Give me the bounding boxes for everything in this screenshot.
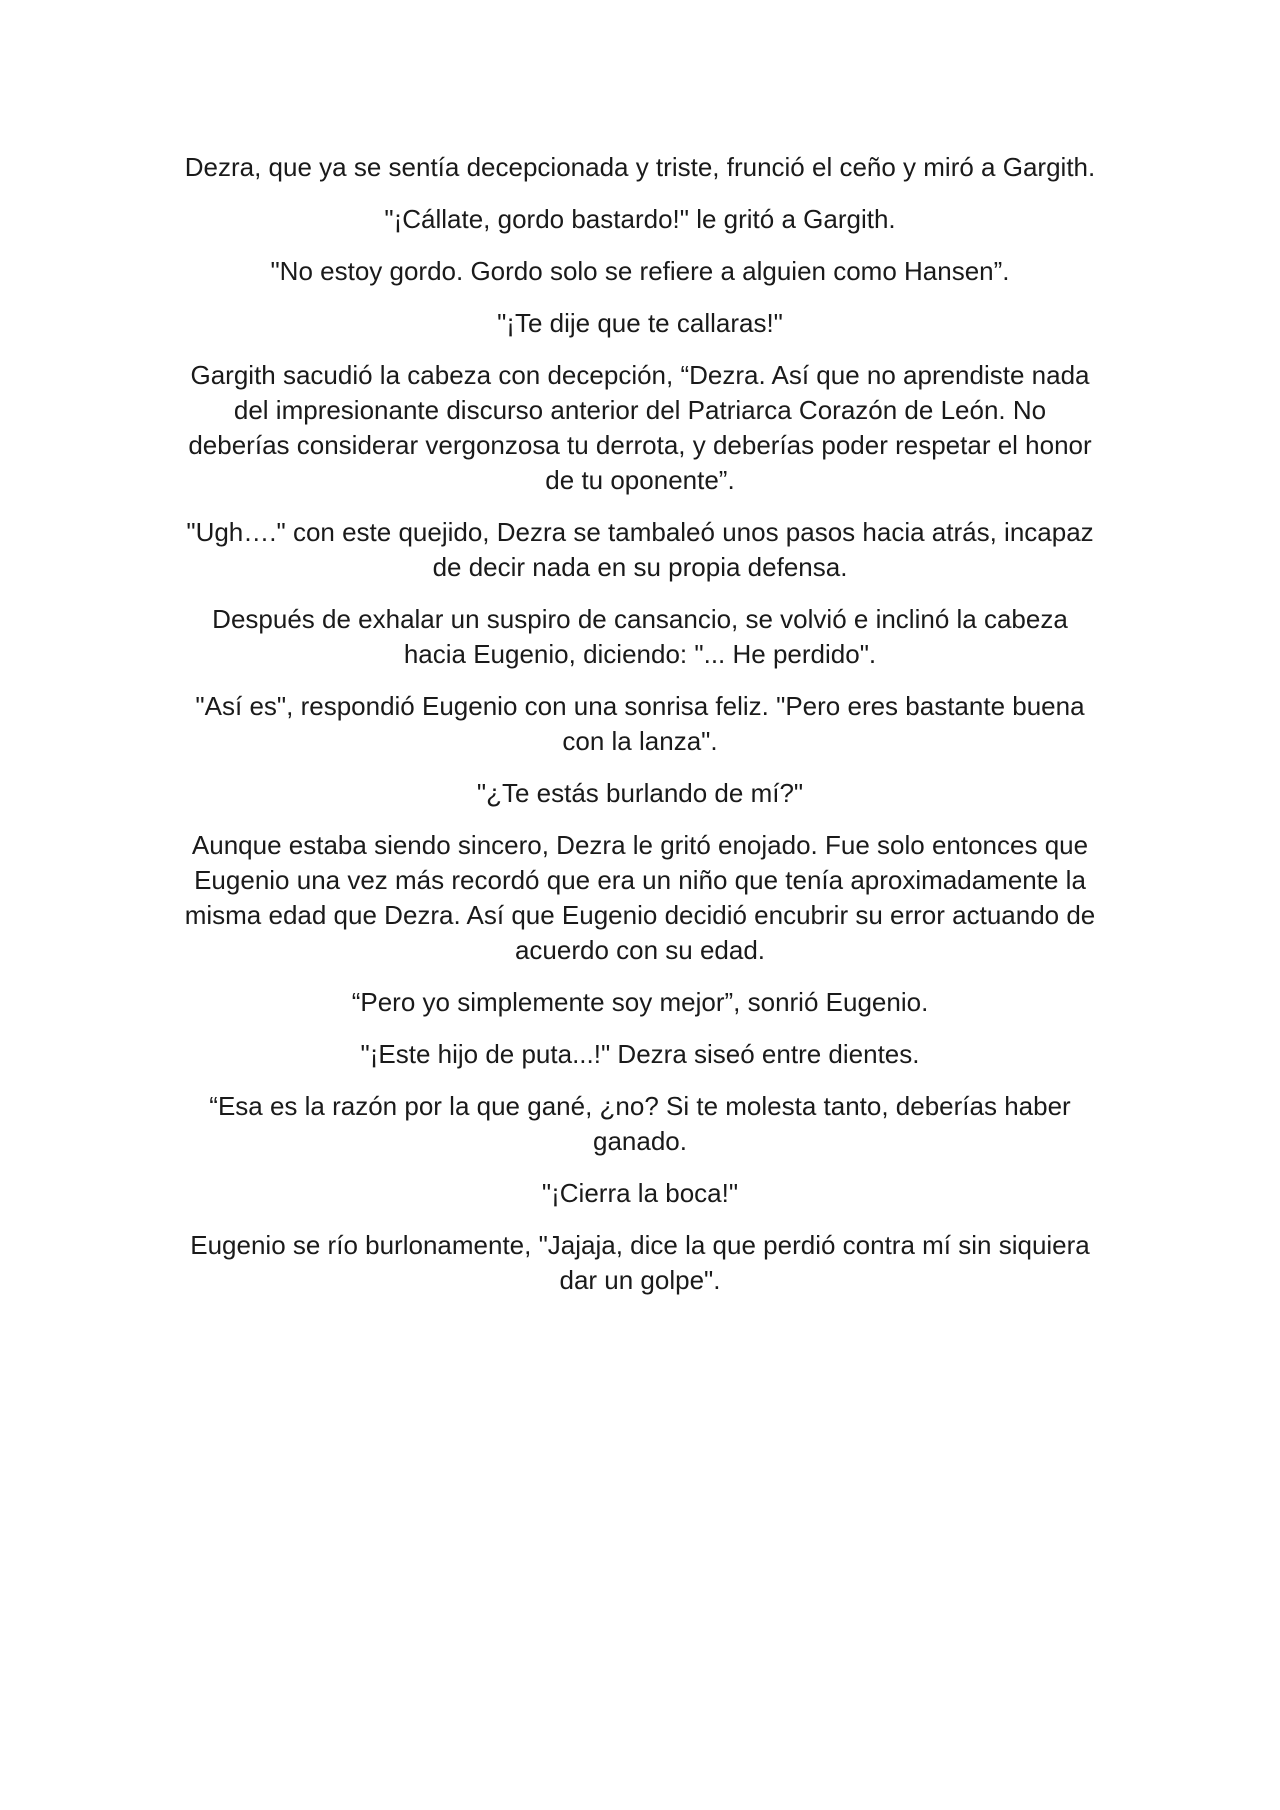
- paragraph: "¡Cállate, gordo bastardo!" le gritó a Gargith.: [384, 204, 896, 234]
- document-body: [180, 150, 1100, 1315]
- paragraph: “Pero yo simplemente soy mejor”, sonrió Eugenio.: [351, 987, 929, 1017]
- paragraph: "¡Te dije que te callaras!": [497, 308, 783, 338]
- paragraph: Dezra, que ya se sentía decepcionada y triste, frunció el ceño y miró a Gargith.: [184, 152, 1096, 182]
- paragraph: Aunque estaba siendo sincero, Dezra le gritó enojado. Fue solo entonces que Eugenio una vez más recordó que era un niño que tenía aproximadamente la misma edad que Dezra. Así que Eugenio decidió encubrir su error actuando de acuerdo con su edad.: [184, 830, 1096, 965]
- paragraph: Gargith sacudió la cabeza con decepción, “Dezra. Así que no aprendiste nada del impresionante discurso anterior del Patriarca Corazón de León. No deberías considerar vergonzosa tu derrota, y deberías poder respetar el honor de tu oponente”.: [188, 360, 1092, 495]
- paragraph: "¿Te estás burlando de mí?": [476, 778, 804, 808]
- paragraph: Después de exhalar un suspiro de cansancio, se volvió e inclinó la cabeza hacia Eugenio, diciendo: "... He perdido".: [212, 604, 1068, 669]
- paragraph: "Ugh…." con este quejido, Dezra se tambaleó unos pasos hacia atrás, incapaz de decir nada en su propia defensa.: [186, 517, 1094, 582]
- paragraph: "No estoy gordo. Gordo solo se refiere a alguien como Hansen”.: [270, 256, 1010, 286]
- paragraph: "Así es", respondió Eugenio con una sonrisa feliz. "Pero eres bastante buena con la lanza".: [195, 691, 1085, 756]
- paragraph: "¡Cierra la boca!": [541, 1178, 739, 1208]
- paragraph: "¡Este hijo de puta...!" Dezra siseó entre dientes.: [360, 1039, 920, 1069]
- paragraph: Eugenio se río burlonamente, "Jajaja, dice la que perdió contra mí sin siquiera dar un golpe".: [190, 1230, 1090, 1295]
- paragraph: “Esa es la razón por la que gané, ¿no? Si te molesta tanto, deberías haber ganado.: [209, 1091, 1071, 1156]
